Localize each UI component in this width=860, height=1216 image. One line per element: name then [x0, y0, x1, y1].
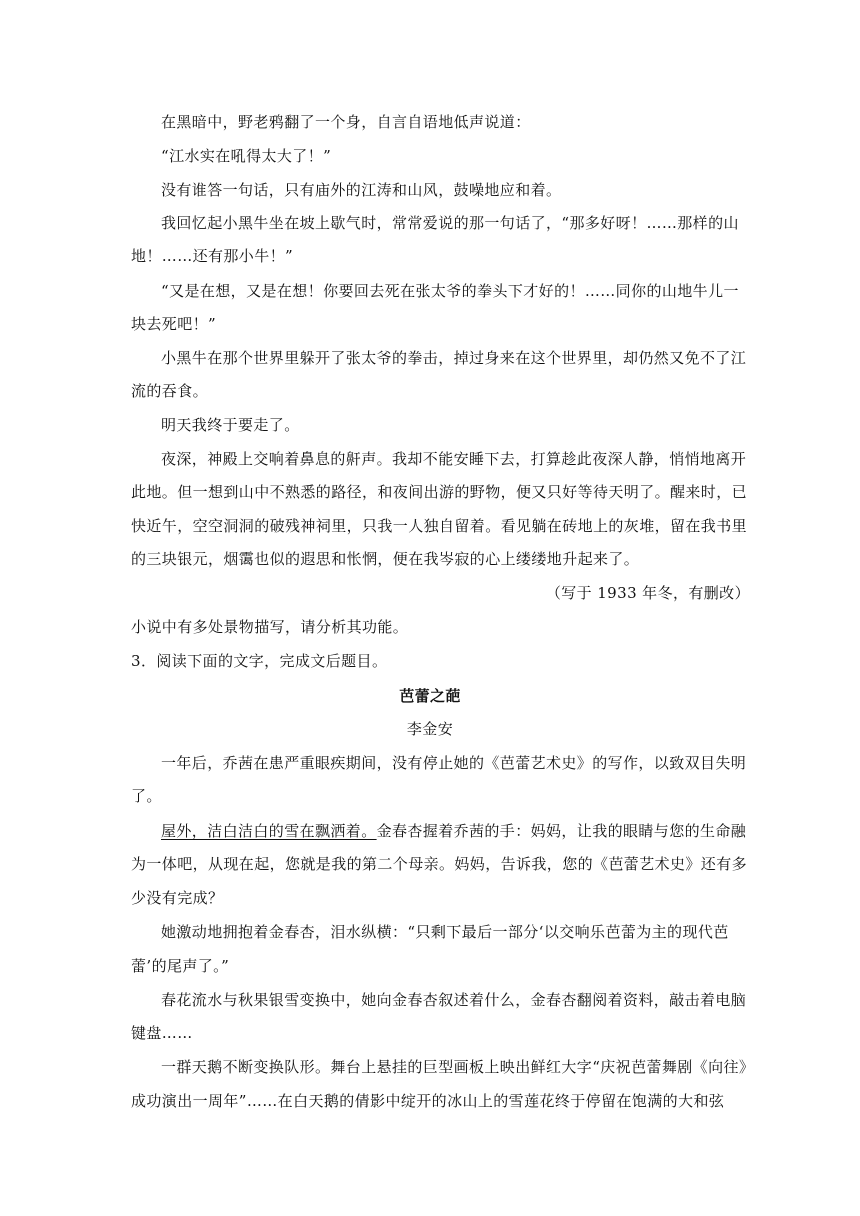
- paragraph-line: 小黑牛在那个世界里躲开了张太爷的拳击，掉过身来在这个世界里，却仍然又免不了江: [161, 349, 747, 367]
- paragraph-line: 春花流水与秋果银雪变换中，她向金春杏叙述着什么，金春杏翻阅着资料，敲击着电脑: [161, 991, 747, 1009]
- paragraph-line: “江水实在吼得太大了！”: [161, 147, 332, 165]
- paragraph-line: 她激动地拥抱着金春杏，泪水纵横：“只剩下最后一部分‘以交响乐芭蕾为主的现代芭: [161, 923, 729, 941]
- paragraph-line: 我回忆起小黑牛坐在坡上歇气时，常常爱说的那一句话了，“那多好呀！……那样的山: [161, 214, 739, 232]
- question-text: 小说中有多处景物描写，请分析其功能。: [131, 618, 409, 636]
- article-title: 芭蕾之葩: [399, 687, 461, 705]
- paragraph-line: 屋外，洁白洁白的雪在飘洒着。金春杏握着乔茜的手：妈妈，让我的眼睛与您的生命融: [161, 822, 747, 840]
- paragraph-line: 的三块银元，烟霭也似的遐思和怅惘，便在我岑寂的心上缕缕地升起来了。: [131, 550, 640, 568]
- paragraph-line: 了。: [131, 787, 162, 805]
- underlined-sentence: 屋外，洁白洁白的雪在飘洒着。: [161, 822, 377, 840]
- source-note: （写于 1933 年冬，有删改）: [545, 584, 750, 602]
- paragraph-line: 一年后，乔茜在患严重眼疾期间，没有停止她的《芭蕾艺术史》的写作，以致双目失明: [161, 754, 747, 772]
- paragraph-line: 明天我终于要走了。: [161, 416, 300, 434]
- paragraph-line: 蕾’的尾声了。”: [131, 957, 230, 975]
- paragraph-line: 块去死吧！”: [131, 315, 217, 333]
- question-3-intro: 3．阅读下面的文字，完成文后题目。: [131, 652, 388, 670]
- paragraph-line: 键盘……: [131, 1024, 193, 1042]
- paragraph-line: 地！……还有那小牛！”: [131, 247, 294, 265]
- paragraph-line: 一群天鹅不断变换队形。舞台上悬挂的巨型画板上映出鲜红大字“庆祝芭蕾舞剧《向往》: [161, 1058, 755, 1076]
- paragraph-line: 在黑暗中，野老鸦翻了一个身，自言自语地低声说道：: [161, 113, 531, 131]
- paragraph-line: 此地。但一想到山中不熟悉的路径，和夜间出游的野物，便又只好等待天明了。醒来时，已: [131, 483, 748, 501]
- article-author: 李金安: [406, 720, 454, 738]
- paragraph-line: 夜深，神殿上交响着鼻息的鼾声。我却不能安睡下去，打算趁此夜深人静，悄悄地离开: [161, 450, 747, 468]
- paragraph-line: 成功演出一周年”……在白天鹅的倩影中绽开的冰山上的雪莲花终于停留在饱满的大和弦: [131, 1092, 725, 1110]
- paragraph-line: 没有谁答一句话，只有庙外的江涛和山风，鼓噪地应和着。: [161, 181, 562, 199]
- paragraph-line: 少没有完成？: [131, 889, 224, 907]
- paragraph-line: 快近午，空空洞洞的破残神祠里，只我一人独自留着。看见躺在砖地上的灰堆，留在我书里: [131, 517, 748, 535]
- paragraph-line: “又是在想，又是在想！你要回去死在张太爷的拳头下才好的！……同你的山地牛儿一: [161, 282, 739, 300]
- paragraph-line: 流的吞食。: [131, 382, 209, 400]
- paragraph-line: 为一体吧，从现在起，您就是我的第二个母亲。妈妈，告诉我，您的《芭蕾艺术史》还有多: [131, 855, 748, 873]
